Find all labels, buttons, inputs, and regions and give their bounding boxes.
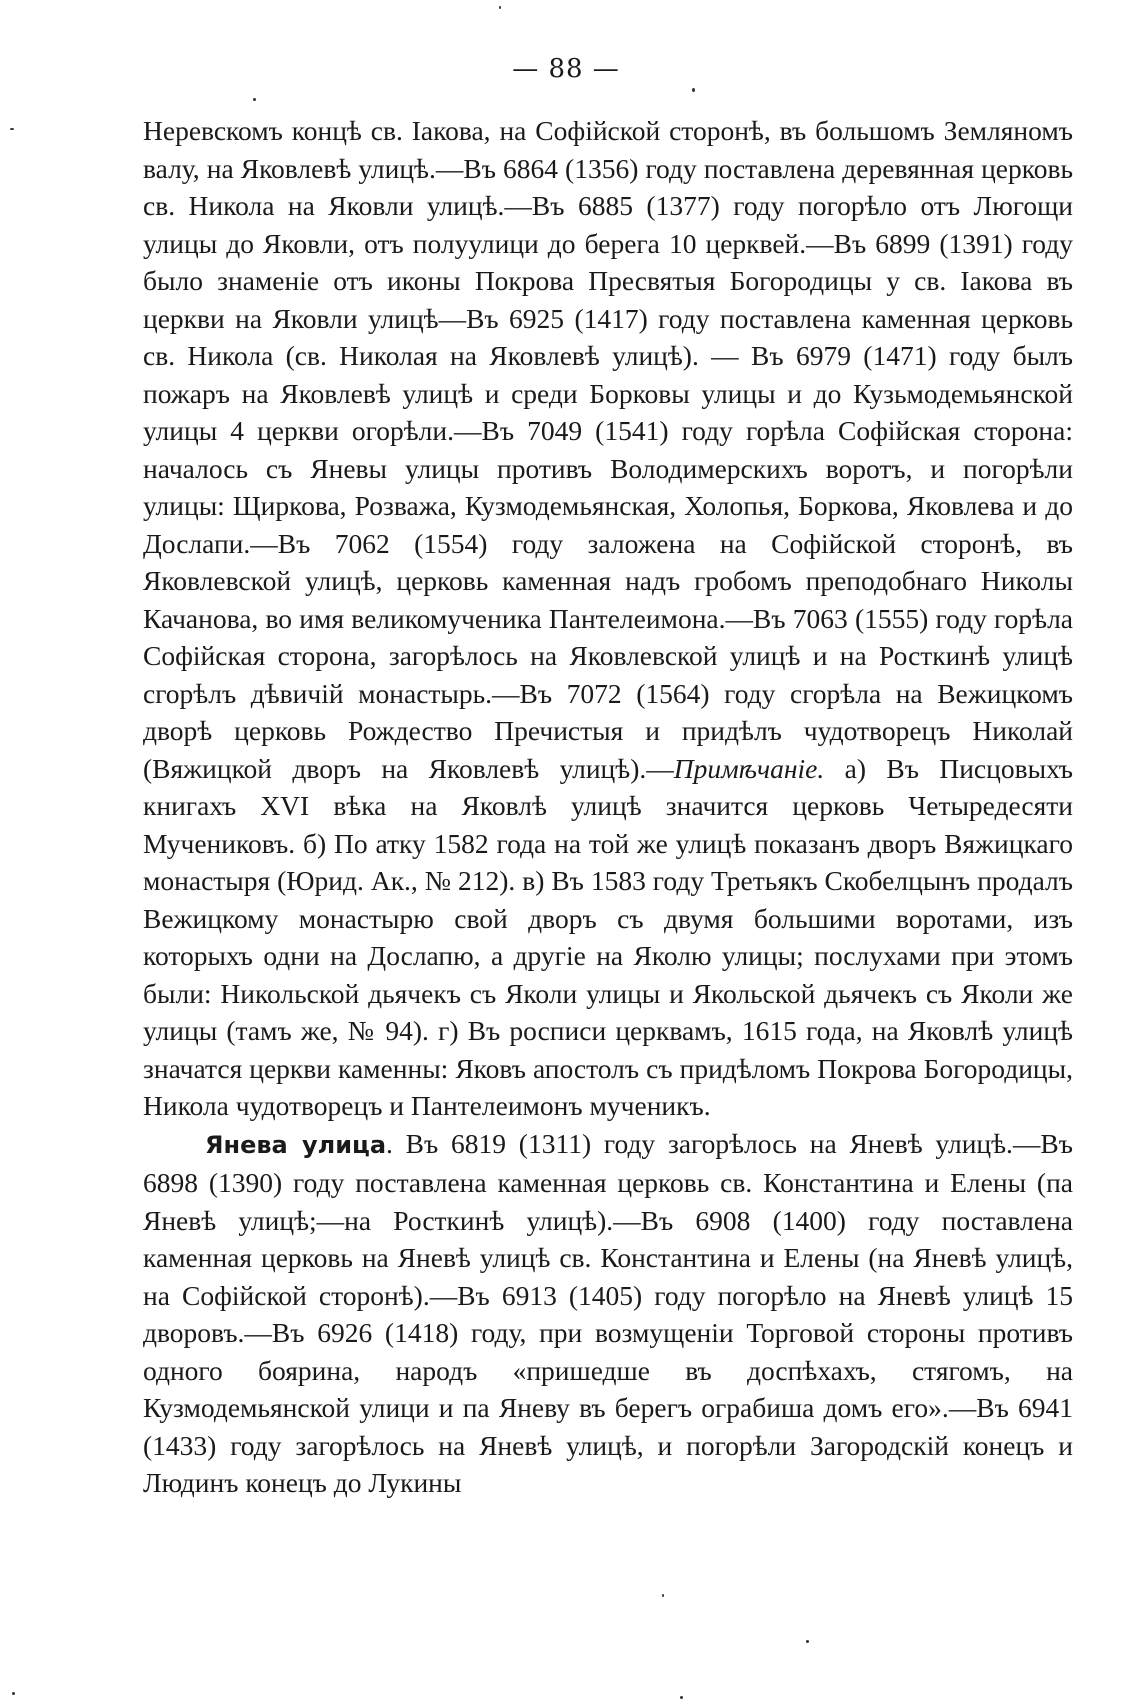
paragraph-yaneva-street [143, 1125, 1073, 1502]
paragraph-2-text: . Въ 6819 (1311) году загорѣлось на Яневѣ улицѣ.—Въ 6898 (1390) году поставлена каменная церковь св. Константина и Елены (па Яневѣ улицѣ;—на Росткинѣ улицѣ).—Въ 6908 (1400) году поставлена каменная церковь на Яневѣ улицѣ св. Константина и Елены (на Яневѣ улицѣ, на Софійской сторонѣ).—Въ 6913 (1405) году погорѣло на Яневѣ улицѣ 15 дворовъ.—Въ 6926 (1418) году, при возмущеніи Торговой стороны противъ одного боярина, народъ «пришедше въ доспѣхахъ, стягомъ, на Кузмодемьянской улици и па Яневу въ берегъ ограбиша домъ его».—Въ 6941 (1433) году загорѣлось на Яневѣ улицѣ, и погорѣли Загородскій конецъ и Людинъ конецъ до Лукины [143, 1127, 1073, 1498]
scan-speck [680, 1696, 683, 1699]
scan-speck [806, 1640, 809, 1643]
scan-speck [253, 98, 256, 101]
street-heading: Янева улица [205, 1130, 387, 1159]
paragraph-1-text-start: Неревскомъ концѣ св. Іакова, на Софійской сторонѣ, въ большомъ Земляномъ валу, на Яковлевѣ улицѣ.—Въ 6864 (1356) году поставлена деревянная церковь св. Никола на Яковли улицѣ.—Въ 6885 (1377) году погорѣло отъ Люгощи улицы до Яковли, отъ полуулици до берега 10 церквей.—Въ 6899 (1391) году было знаменіе отъ иконы Покрова Пресвятыя Богородицы у св. Іакова въ церкви на Яковли улицѣ—Въ 6925 (1417) году поставлена каменная церковь св. Никола (св. Николая на Яковлевѣ улицѣ). — Въ 6979 (1471) году былъ пожаръ на Яковлевѣ улицѣ и среди Борковы улицы и до Кузьмодемьянской улицы 4 церкви огорѣли.—Въ 7049 (1541) году горѣла Софійская сторона: началось съ Яневы улицы противъ Володимерскихъ воротъ, и погорѣли улицы: Щиркова, Розважа, Кузмодемьянская, Холопья, Боркова, Яковлева и до Дослапи.—Въ 7062 (1554) году заложена на Софійской сторонѣ, въ Яковлевской улицѣ, церковь каменная надъ гробомъ преподобнаго Николы Качанова, во имя великомученика Пантелеимона.—Въ 7063 (1555) году горѣла Софійская сторона, загорѣлось на Яковлевской улицѣ и на Росткинѣ улицѣ сгорѣлъ дѣвичій монастырь.—Въ 7072 (1564) году сгорѣла на Вежицкомъ дворѣ церковь Рождество Пречистыя и придѣлъ чудотворецъ Николай (Вяжицкой дворъ на Яковлевѣ улицѣ).— [143, 115, 1073, 784]
paragraph-yakovleva-street [143, 112, 1073, 1125]
page-number: — 88 — [512, 54, 620, 84]
page-text [143, 112, 1073, 1502]
scan-speck [692, 88, 695, 92]
note-heading: Примѣчаніе. [673, 752, 825, 784]
scan-speck [499, 6, 501, 9]
scan-speck [10, 128, 14, 130]
paragraph-1-text-end: а) Въ Писцовыхъ книгахъ XVI вѣка на Яковлѣ улицѣ значится церковь Четыредесяти Мучениковъ. б) По атку 1582 года на той же улицѣ показанъ дворъ Вяжицкаго монастыря (Юрид. Ак., № 212). в) Въ 1583 году Третьякъ Скобелцынъ продалъ Вежицкому монастырю свой дворъ съ двумя большими воротами, изъ которыхъ одни на Дослапю, а другіе на Яколю улицы; послухами при этомъ были: Никольской дьячекъ съ Яколи улицы и Якольской дьячекъ съ Яколи же улицы (тамъ же, № 94). г) Въ росписи церквамъ, 1615 года, на Яковлѣ улицѣ значатся церкви каменны: Яковъ апостолъ съ придѣломъ Покрова Богородицы, Никола чудотворецъ и Пантелеимонъ мученикъ. [143, 752, 1073, 1121]
scan-speck [12, 1692, 15, 1695]
scan-speck [662, 1594, 664, 1597]
